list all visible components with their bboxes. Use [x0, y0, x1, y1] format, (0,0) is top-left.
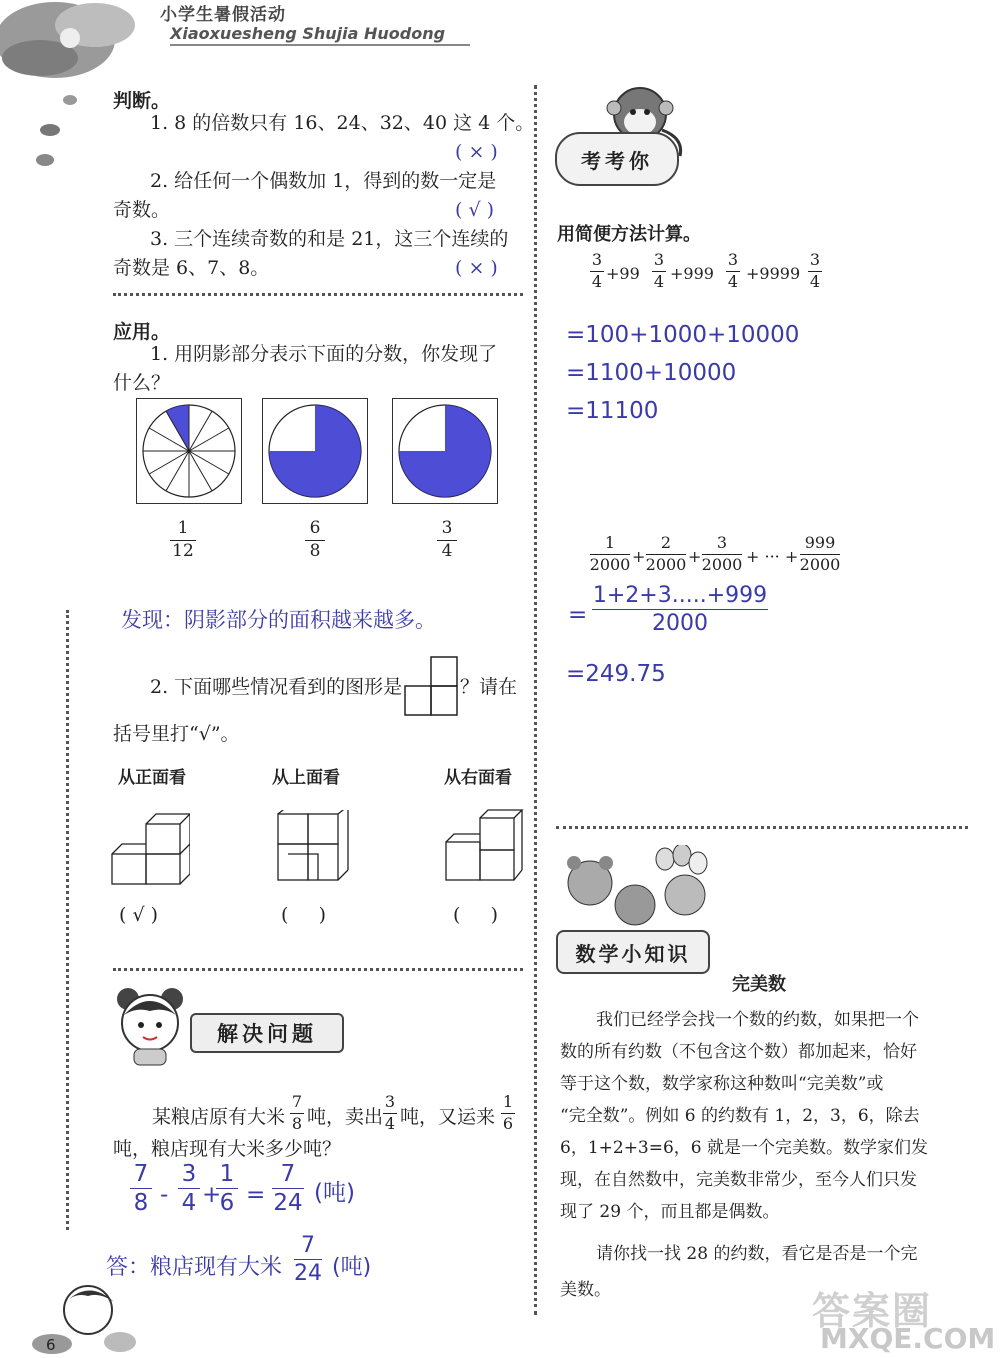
fraction: 3 4 [178, 1162, 200, 1215]
test-step-3: =11100 [566, 398, 659, 424]
test-step2-eq: = [568, 602, 588, 628]
knowledge-line: 等于这个数，数学家称这种数叫“完美数”或 [560, 1074, 884, 1094]
fraction-label: 1 12 [170, 520, 196, 561]
fraction: 3 4 [727, 250, 739, 291]
fraction: 7 24 [294, 1233, 322, 1287]
page-number: 6 [46, 1336, 56, 1354]
judge-q3-line1: 3. 三个连续奇数的和是 21，这三个连续的 [150, 228, 509, 250]
test-step-1: =100+1000+10000 [566, 322, 800, 348]
apply-q2-line2: 括号里打“√”。 [113, 723, 240, 745]
apply-q1-line1: 1. 用阴影部分表示下面的分数，你发现了 [150, 343, 498, 365]
solve-p2: 吨，粮店现有大米多少吨？ [113, 1138, 342, 1160]
fraction: 1+2+3.....+999 2000 [592, 583, 768, 637]
operator: + ··· + [746, 547, 799, 566]
division-line [166, 451, 189, 491]
divider [113, 968, 523, 971]
test-step-final: =249.75 [566, 661, 666, 687]
test-expression-2 [590, 535, 850, 579]
knowledge-line: 美数。 [560, 1280, 611, 1300]
judge-q2-line2: 奇数。 [113, 199, 171, 221]
judge-q2-answer: ( √ ) [455, 199, 495, 221]
view-label-front: 从正面看 [118, 768, 186, 788]
apply-heading: 应用。 [113, 321, 171, 343]
test-badge [555, 132, 679, 186]
knowledge-line: 6，1+2+3=6，6 就是一个完美数。数学家们发 [560, 1138, 929, 1158]
fraction: 2 2000 [645, 533, 687, 574]
fraction: 7 8 [130, 1162, 152, 1215]
judge-q1: 1. 8 的倍数只有 16、24、32、40 这 4 个。 [150, 112, 535, 134]
solve-badge [190, 1013, 344, 1053]
knowledge-line: 数的所有约数（不包含这个数）都加起来，恰好 [560, 1042, 917, 1062]
watermark-text: MXQE.COM [820, 1322, 996, 1355]
fraction-label: 6 8 [305, 520, 325, 561]
knowledge-title: 完美数 [732, 974, 786, 995]
girl-illustration [110, 985, 190, 1067]
solve-p1-b: 吨，卖出 [307, 1106, 384, 1128]
division-line [189, 451, 229, 474]
divider [113, 293, 523, 296]
fraction-circle [136, 398, 242, 504]
header [0, 0, 560, 90]
solve-p1-c: 吨，又运来 [400, 1106, 496, 1128]
solve-answer-unit: (吨) [332, 1255, 372, 1280]
l-shape-figure [404, 656, 458, 716]
view-label-right: 从右面看 [444, 768, 512, 788]
divider [556, 826, 968, 829]
fraction: 7 24 [273, 1161, 303, 1217]
watermark-logo: 答案圈 [812, 1289, 933, 1333]
solve-calculation [130, 1162, 530, 1232]
test-expression-1 [590, 252, 830, 296]
judge-q3-answer: ( × ) [455, 257, 498, 279]
fraction-circle [392, 398, 498, 504]
whole-part: +999 [670, 264, 714, 283]
operator: + [632, 547, 646, 566]
fraction: 3 4 [653, 250, 665, 291]
knowledge-line: 我们已经学会找一个数的约数，如果把一个 [596, 1010, 919, 1030]
unit: (吨) [314, 1180, 355, 1206]
judge-q1-answer: ( × ) [455, 141, 498, 163]
division-line [149, 451, 189, 474]
test-badge-text: 考考你 [581, 148, 653, 173]
fraction-circle [262, 398, 368, 504]
fraction: 1 2000 [589, 533, 631, 574]
knowledge-line: 现了 29 个，而且都是偶数。 [560, 1202, 780, 1222]
header-title: 小学生暑假活动 [160, 5, 286, 25]
apply-q1-line2: 什么？ [113, 372, 171, 394]
operator: - [160, 1182, 169, 1208]
division-line [189, 428, 229, 451]
cube-figure [110, 810, 190, 890]
fraction: 3 4 [384, 1092, 396, 1133]
operator: + [202, 1182, 222, 1208]
test-heading: 用简便方法计算。 [557, 224, 701, 245]
solve-answer-prefix: 答：粮店现有大米 [106, 1255, 283, 1280]
view-answer-front: ( √ ) [119, 904, 159, 926]
knowledge-line: “完全数”。例如 6 的约数有 1，2，3，6，除去 [560, 1106, 920, 1126]
view-answer-top: ( ) [281, 904, 327, 926]
judge-q2-line1: 2. 给任何一个偶数加 1，得到的数一定是 [150, 170, 497, 192]
division-line [189, 411, 212, 451]
solve-badge-text: 解决问题 [217, 1022, 317, 1046]
solve-p1-a: 某粮店原有大米 [152, 1106, 286, 1128]
apply-q2-part1: 2. 下面哪些情况看到的图形是 [150, 676, 403, 698]
fraction: 3 4 [809, 250, 821, 291]
fraction: 1 6 [502, 1092, 514, 1133]
whole-part: +9999 [746, 264, 801, 283]
knowledge-line: 现，在自然数中，完美数非常少，至今人们只发 [560, 1170, 917, 1190]
view-answer-right: ( ) [453, 904, 499, 926]
discovery-text: 发现：阴影部分的面积越来越多。 [121, 608, 436, 632]
bears-balloons-illustration [560, 845, 720, 940]
view-label-top: 从上面看 [272, 768, 340, 788]
fraction: 1 6 [216, 1162, 238, 1215]
fraction: 999 2000 [799, 533, 841, 574]
judge-heading: 判断。 [113, 90, 171, 112]
fraction: 3 2000 [701, 533, 743, 574]
operator: + [688, 547, 702, 566]
operator: = [246, 1182, 266, 1208]
whole-part: +99 [606, 264, 640, 283]
knowledge-badge [556, 930, 710, 974]
knowledge-badge-text: 数学小知识 [575, 941, 691, 966]
judge-q3-line2: 奇数是 6、7、8。 [113, 257, 270, 279]
apply-q2-part2: ？请在 [460, 676, 518, 698]
cube-figure [444, 806, 524, 886]
fraction: 7 8 [291, 1092, 303, 1133]
knowledge-line: 请你找一找 28 的约数，看它是否是一个完 [596, 1244, 918, 1264]
division-line [189, 451, 212, 491]
test-step-2: =1100+10000 [566, 360, 737, 386]
cube-figure [274, 810, 354, 890]
fraction: 3 4 [591, 250, 603, 291]
header-pinyin: Xiaoxuesheng Shujia Huodong [170, 24, 446, 43]
fraction-label: 3 4 [437, 520, 457, 561]
